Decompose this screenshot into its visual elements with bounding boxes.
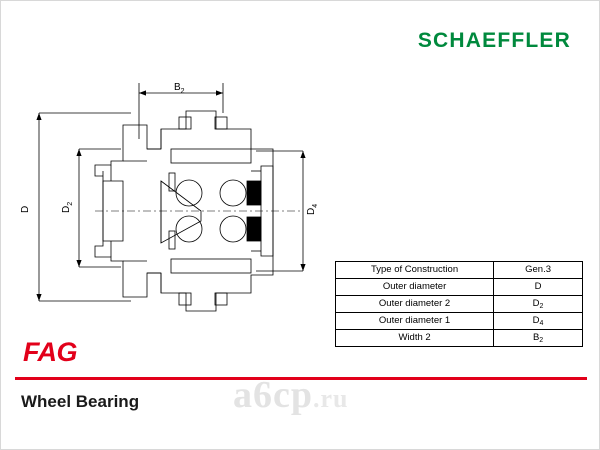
table-row bbox=[336, 279, 583, 296]
spec-value bbox=[494, 262, 583, 279]
spec-label: Outer diameter bbox=[336, 279, 494, 296]
dimension-label-d: D bbox=[20, 205, 31, 213]
technical-drawing bbox=[11, 61, 341, 331]
spec-value-sub: 2 bbox=[539, 303, 544, 311]
spec-value bbox=[494, 279, 583, 296]
spec-value bbox=[494, 330, 583, 347]
dimension-label-d2: $D_2$ bbox=[61, 201, 74, 213]
spec-value-base: D bbox=[532, 298, 540, 310]
fag-logo: FAG bbox=[23, 337, 78, 367]
divider-rule bbox=[15, 377, 587, 380]
spec-value-base: D bbox=[534, 281, 542, 293]
specification-table bbox=[335, 261, 583, 347]
schaeffler-logo: SCHAEFFLER bbox=[417, 29, 571, 52]
product-title: Wheel Bearing bbox=[21, 392, 140, 411]
spec-value-base: D bbox=[532, 315, 540, 327]
spec-value-sub: 4 bbox=[539, 320, 544, 328]
table-row bbox=[336, 262, 583, 279]
table-row bbox=[336, 330, 583, 347]
watermark-suffix: .ru bbox=[313, 384, 349, 413]
spec-label: Outer diameter 2 bbox=[336, 296, 494, 313]
watermark-main: a6cp bbox=[233, 374, 313, 416]
spec-label: Type of Construction bbox=[336, 262, 494, 279]
dimension-label-d4: $D_4$ bbox=[306, 203, 319, 215]
spec-value bbox=[494, 313, 583, 330]
spec-label: Width 2 bbox=[336, 330, 494, 347]
spec-label: Outer diameter 1 bbox=[336, 313, 494, 330]
spec-value-base: Gen.3 bbox=[525, 264, 551, 276]
table-row bbox=[336, 296, 583, 313]
spec-value bbox=[494, 296, 583, 313]
spec-value-base: B bbox=[532, 332, 540, 344]
table-row bbox=[336, 313, 583, 330]
spec-value-sub: 2 bbox=[539, 337, 544, 345]
dimension-label-b2: $B_2$ bbox=[174, 82, 185, 95]
